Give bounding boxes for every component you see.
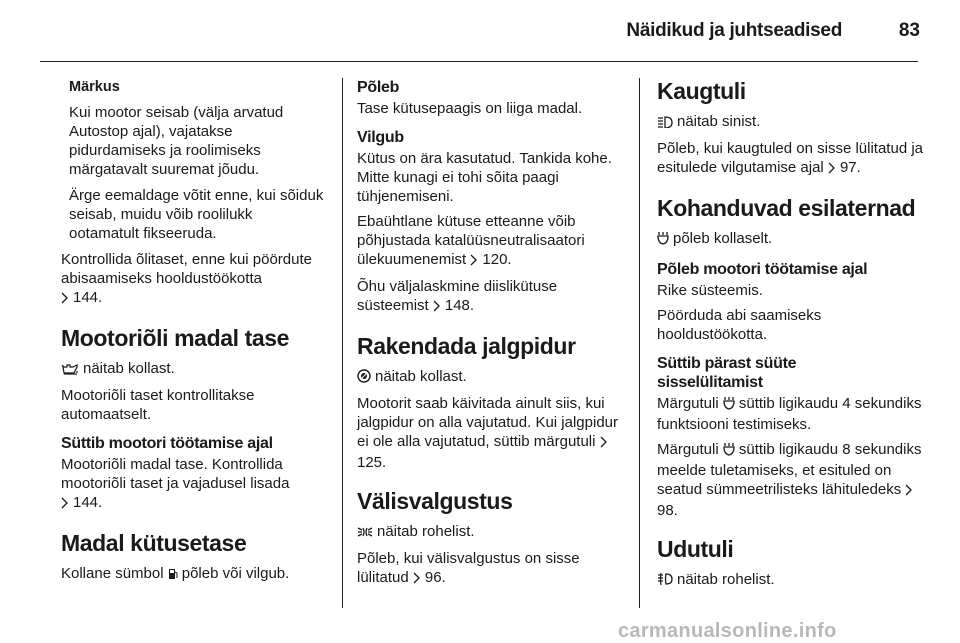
fog-color-text: näitab rohelist.: [677, 571, 775, 588]
heading-low-oil: Mootoriõli madal tase: [61, 325, 290, 351]
exterior-color-line: [357, 522, 625, 543]
brake-paragraph: [357, 394, 625, 472]
brake-text: Mootorit saab käivitada ainult siis, kui jalgpidur on alla vajutatud. Kui jalgpidur ei ole alla vajutatud, süttib märgutuli: [357, 395, 619, 450]
column-1: [61, 78, 326, 591]
after-ignition-text-1a: Märgutuli: [657, 395, 719, 412]
uneven-fuel-text: Ebaühtlane kütuse etteanne võib põhjustada katalüüsneutralisaatori ülekuumenemist: [357, 213, 585, 268]
low-oil-auto-text: Mootoriõli taset kontrollitakse automaatselt.: [61, 387, 255, 423]
ref-arrow-icon: [413, 570, 421, 589]
high-beam-color-text: näitab sinist.: [677, 113, 761, 130]
header-divider: [40, 61, 918, 62]
heading-fog: Udutuli: [657, 536, 734, 562]
column-2: [357, 78, 625, 595]
exterior-color-text: näitab rohelist.: [377, 523, 475, 540]
heading-lit: Põleb: [357, 79, 400, 96]
heading-after-ignition-line-1: Süttib pärast süüte: [657, 355, 797, 372]
air-bleed-paragraph: [357, 277, 625, 317]
ref-arrow-icon: [905, 482, 913, 501]
brake-color-text: näitab kollast.: [375, 368, 467, 385]
flashing-text: Kütus on ära kasutatud. Tankida kohe. Mitte kunagi ei tohi sõita paagi tühjenemiseni.: [357, 150, 612, 205]
adaptive-running-text-1: Rike süsteemis.: [657, 282, 763, 299]
adaptive-headlight-icon: [723, 442, 735, 461]
brake-color-line: [357, 367, 625, 388]
after-ignition-text-2a: Märgutuli: [657, 441, 719, 458]
low-oil-color-line: [61, 359, 326, 380]
ref-arrow-icon: [600, 434, 608, 453]
heading-high-beam: Kaugtuli: [657, 78, 746, 104]
oil-check-paragraph: [61, 250, 326, 309]
watermark: [618, 620, 837, 643]
heading-flashing: Vilgub: [357, 129, 404, 146]
brake-pedal-icon: [357, 369, 371, 388]
after-ignition-paragraph-1: [657, 394, 925, 434]
low-fuel-text-a: Kollane sümbol: [61, 565, 164, 582]
heading-after-ignition-line-2: sisselülitamist: [657, 374, 763, 391]
note-title: Märkus: [69, 79, 120, 95]
ref-arrow-icon: [433, 298, 441, 317]
after-ignition-text-2b: süttib ligikaudu 8 sekundiks meelde tuletamiseks, et esituled on seatud sümmeetrilisteks lähituledeks: [657, 441, 922, 498]
ref-arrow-icon: [828, 160, 836, 179]
high-beam-color-line: [657, 112, 925, 133]
high-beam-paragraph: [657, 139, 925, 179]
adaptive-color-text: põleb kollaselt.: [673, 230, 773, 247]
note-box: [69, 78, 326, 243]
fog-color-line: [657, 570, 925, 591]
page-number: 83: [898, 20, 920, 41]
high-beam-icon: [657, 114, 673, 133]
page-title: Näidikud ja juhtseadised: [626, 20, 842, 41]
page-reference[interactable]: 144.: [73, 494, 103, 511]
ref-arrow-icon: [61, 290, 69, 309]
fuel-pump-icon: [168, 566, 178, 585]
page-header: [0, 0, 960, 60]
low-fuel-text-b: põleb või vilgub.: [181, 565, 290, 582]
column-3: [657, 78, 925, 597]
after-ignition-text-1b: süttib ligikaudu 4 sekundiks funktsiooni testimiseks.: [657, 395, 922, 433]
adaptive-running-text-2: Pöörduda abi saamiseks hooldustöökotta.: [657, 307, 822, 343]
page-reference[interactable]: 125.: [357, 454, 387, 471]
low-oil-color-text: näitab kollast.: [83, 360, 175, 377]
high-beam-text: Põleb, kui kaugtuled on sisse lülitatud ja esitulede vilgutamise ajal: [657, 140, 924, 176]
page-reference[interactable]: 120.: [482, 251, 512, 268]
heading-exterior: Välisvalgustus: [357, 488, 513, 514]
heading-adaptive: Kohanduvad esilaternad: [657, 195, 916, 221]
lights-running-paragraph: [61, 455, 326, 514]
oil-check-text: Kontrollida õlitaset, enne kui pöördute abisaamiseks hooldustöökotta: [61, 251, 313, 287]
page-reference[interactable]: 148.: [444, 297, 475, 314]
heading-adaptive-running: Põleb mootori töötamise ajal: [657, 261, 868, 278]
exterior-light-icon: [357, 524, 373, 543]
oil-can-icon: [61, 361, 79, 380]
adaptive-headlight-icon: [657, 231, 669, 250]
fog-light-icon: [657, 572, 673, 591]
heading-lights-running: Süttib mootori töötamise ajal: [61, 435, 273, 452]
uneven-fuel-paragraph: [357, 212, 625, 271]
air-bleed-text: Õhu väljalaskmine diislikütuse süsteemist: [357, 278, 558, 314]
page-reference[interactable]: 97.: [839, 159, 861, 176]
page-reference[interactable]: 144.: [73, 289, 103, 306]
note-paragraph-2: Ärge eemaldage võtit enne, kui sõiduk seisab, muidu võib roolilukk ootamatult fikseeruda.: [69, 187, 324, 242]
column-divider-1: [342, 78, 343, 608]
after-ignition-paragraph-2: [657, 440, 925, 520]
note-paragraph-1: Kui mootor seisab (välja arvatud Autostop ajal), vajatakse pidurdamiseks ja roolimiseks märgatavalt suuremat jõudu.: [69, 104, 284, 178]
watermark-text: carmanualsonline.info: [618, 620, 837, 642]
exterior-paragraph: [357, 549, 625, 589]
low-fuel-paragraph: [61, 564, 326, 585]
page-reference[interactable]: 96.: [424, 569, 446, 586]
adaptive-color-line: [657, 229, 925, 250]
adaptive-headlight-icon: [723, 396, 735, 415]
heading-low-fuel: Madal kütusetase: [61, 530, 247, 556]
column-divider-2: [639, 78, 640, 608]
lights-running-text: Mootoriõli madal tase. Kontrollida mootoriõli taset ja vajadusel lisada: [61, 456, 290, 492]
page-reference[interactable]: 98.: [657, 502, 678, 519]
exterior-text: Põleb, kui välisvalgustus on sisse lülitatud: [357, 550, 580, 586]
ref-arrow-icon: [470, 252, 478, 271]
ref-arrow-icon: [61, 495, 69, 514]
lit-text: Tase kütusepaagis on liiga madal.: [357, 100, 583, 117]
heading-brake: Rakendada jalgpidur: [357, 333, 576, 359]
heading-after-ignition: [657, 354, 925, 392]
